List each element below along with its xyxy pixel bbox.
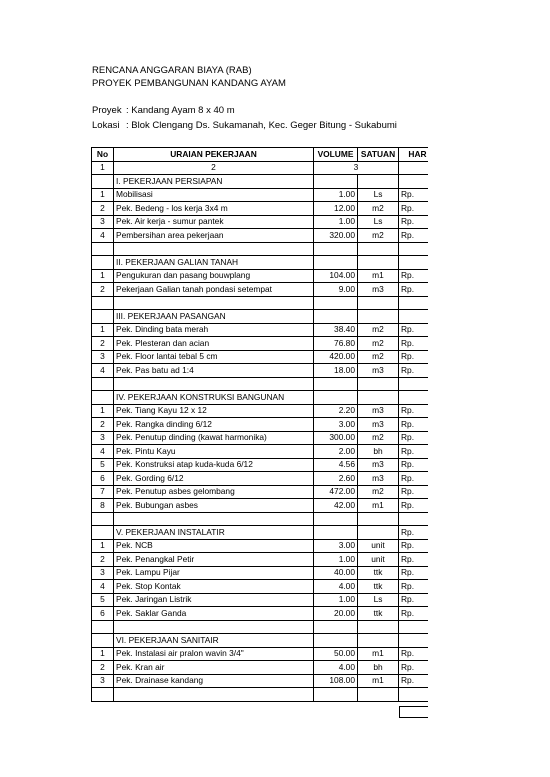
- table-row: [92, 323, 429, 337]
- table-row: [92, 445, 429, 459]
- spacer-cell: [92, 620, 114, 634]
- item-volume: 300.00: [314, 431, 358, 445]
- spacer-cell: [358, 377, 399, 391]
- item-no: 3: [92, 350, 114, 364]
- section-title: I. PEKERJAAN PERSIAPAN: [114, 175, 314, 189]
- item-no: 1: [92, 323, 114, 337]
- item-no: 3: [92, 674, 114, 688]
- project-line: [92, 105, 235, 117]
- item-volume: 420.00: [314, 350, 358, 364]
- item-description: Pek. Tiang Kayu 12 x 12: [114, 404, 314, 418]
- spacer-cell: [358, 620, 399, 634]
- item-no: 2: [92, 553, 114, 567]
- item-volume: 4.00: [314, 661, 358, 675]
- item-unit: m3: [358, 418, 399, 432]
- section-no-cell: [92, 310, 114, 324]
- item-description: Mobilisasi: [114, 188, 314, 202]
- item-volume: 2.00: [314, 445, 358, 459]
- section-vol-cell: [314, 175, 358, 189]
- item-unit: m3: [358, 458, 399, 472]
- spacer-cell: [314, 242, 358, 256]
- table-row: [92, 647, 429, 661]
- section-title: III. PEKERJAAN PASANGAN: [114, 310, 314, 324]
- item-description: Pek. Kran air: [114, 661, 314, 675]
- item-unit: unit: [358, 539, 399, 553]
- section-vol-cell: [314, 391, 358, 405]
- table-body: [92, 161, 429, 701]
- item-description: Pek. Gording 6/12: [114, 472, 314, 486]
- item-unit: m2: [358, 202, 399, 216]
- item-no: 8: [92, 499, 114, 513]
- item-price: Rp.: [399, 350, 429, 364]
- item-price: Rp.: [399, 647, 429, 661]
- item-unit: m3: [358, 404, 399, 418]
- item-unit: m2: [358, 485, 399, 499]
- spacer-cell: [314, 688, 358, 702]
- table-tail-border: [399, 706, 428, 718]
- item-no: 1: [92, 269, 114, 283]
- index-cell: 2: [114, 161, 314, 175]
- item-price: Rp.: [399, 580, 429, 594]
- section-vol-cell: [314, 310, 358, 324]
- spacer-row: [92, 377, 429, 391]
- section-vol-cell: [314, 526, 358, 540]
- item-price: Rp.: [399, 458, 429, 472]
- spacer-row: [92, 512, 429, 526]
- item-no: 2: [92, 337, 114, 351]
- section-no-cell: [92, 526, 114, 540]
- spacer-cell: [314, 512, 358, 526]
- table-row: [92, 674, 429, 688]
- section-no-cell: [92, 634, 114, 648]
- spacer-cell: [114, 512, 314, 526]
- item-no: 3: [92, 215, 114, 229]
- table-row: [92, 215, 429, 229]
- spacer-cell: [399, 688, 429, 702]
- item-price: Rp.: [399, 364, 429, 378]
- spacer-cell: [314, 377, 358, 391]
- table-row: [92, 580, 429, 594]
- item-price: Rp.: [399, 553, 429, 567]
- item-volume: 18.00: [314, 364, 358, 378]
- spacer-cell: [92, 377, 114, 391]
- item-no: 4: [92, 364, 114, 378]
- spacer-cell: [399, 620, 429, 634]
- item-description: Pek. Pintu Kayu: [114, 445, 314, 459]
- item-volume: 9.00: [314, 283, 358, 297]
- spacer-cell: [114, 242, 314, 256]
- section-unit-cell: [358, 526, 399, 540]
- item-price: Rp.: [399, 593, 429, 607]
- section-price-cell: [399, 391, 429, 405]
- spacer-cell: [358, 688, 399, 702]
- item-volume: 472.00: [314, 485, 358, 499]
- document-subtitle: PROYEK PEMBANGUNAN KANDANG AYAM: [92, 78, 286, 89]
- location-label: Lokasi: [92, 120, 120, 131]
- table-row: [92, 566, 429, 580]
- table-row: [92, 229, 429, 243]
- item-description: Pek. Instalasi air pralon wavin 3/4": [114, 647, 314, 661]
- spacer-cell: [92, 512, 114, 526]
- item-volume: 1.00: [314, 215, 358, 229]
- item-price: Rp.: [399, 202, 429, 216]
- item-no: 4: [92, 445, 114, 459]
- spacer-cell: [358, 296, 399, 310]
- header-satuan: SATUAN: [358, 148, 399, 162]
- item-price: Rp.: [399, 499, 429, 513]
- item-description: Pek. Stop Kontak: [114, 580, 314, 594]
- item-unit: bh: [358, 661, 399, 675]
- table-row: [92, 350, 429, 364]
- item-price: Rp.: [399, 607, 429, 621]
- table-header-row: [92, 148, 429, 162]
- item-unit: m1: [358, 647, 399, 661]
- item-no: 3: [92, 431, 114, 445]
- item-volume: 4.00: [314, 580, 358, 594]
- header-no: No: [92, 148, 114, 162]
- table-row: [92, 553, 429, 567]
- item-no: 7: [92, 485, 114, 499]
- spacer-cell: [358, 512, 399, 526]
- section-price-cell: [399, 175, 429, 189]
- spacer-cell: [114, 688, 314, 702]
- item-price: Rp.: [399, 337, 429, 351]
- project-value: : Kandang Ayam 8 x 40 m: [126, 105, 235, 116]
- item-no: 2: [92, 418, 114, 432]
- item-price: Rp.: [399, 661, 429, 675]
- spacer-cell: [399, 242, 429, 256]
- section-unit-cell: [358, 634, 399, 648]
- item-no: 2: [92, 661, 114, 675]
- item-no: 6: [92, 607, 114, 621]
- item-price: Rp.: [399, 472, 429, 486]
- index-cell: 3: [314, 161, 399, 175]
- item-price: Rp.: [399, 269, 429, 283]
- spacer-cell: [92, 242, 114, 256]
- item-no: 4: [92, 229, 114, 243]
- spacer-row: [92, 296, 429, 310]
- spacer-row: [92, 620, 429, 634]
- section-title: II. PEKERJAAN GALIAN TANAH: [114, 256, 314, 270]
- section-header-row: [92, 175, 429, 189]
- table-row: [92, 364, 429, 378]
- item-description: Pek. Drainase kandang: [114, 674, 314, 688]
- item-unit: m3: [358, 364, 399, 378]
- section-price-cell: [399, 310, 429, 324]
- item-unit: ttk: [358, 580, 399, 594]
- item-no: 2: [92, 283, 114, 297]
- item-unit: unit: [358, 553, 399, 567]
- index-cell: 1: [92, 161, 114, 175]
- spacer-row: [92, 242, 429, 256]
- item-volume: 38.40: [314, 323, 358, 337]
- table-row: [92, 431, 429, 445]
- item-volume: 104.00: [314, 269, 358, 283]
- item-description: Pembersihan area pekerjaan: [114, 229, 314, 243]
- section-title: VI. PEKERJAAN SANITAIR: [114, 634, 314, 648]
- item-unit: m3: [358, 283, 399, 297]
- item-description: Pek. Floor lantai tebal 5 cm: [114, 350, 314, 364]
- item-price: Rp.: [399, 188, 429, 202]
- item-volume: 20.00: [314, 607, 358, 621]
- item-description: Pek. Pas batu ad 1:4: [114, 364, 314, 378]
- table-row: [92, 283, 429, 297]
- spacer-cell: [92, 688, 114, 702]
- item-volume: 4.56: [314, 458, 358, 472]
- item-description: Pek. Plesteran dan acian: [114, 337, 314, 351]
- section-no-cell: [92, 175, 114, 189]
- index-cell: [399, 161, 429, 175]
- location-line: [92, 120, 397, 132]
- location-value: : Blok Clengang Ds. Sukamanah, Kec. Geger Bitung - Sukabumi: [126, 120, 397, 131]
- item-unit: m2: [358, 229, 399, 243]
- section-unit-cell: [358, 310, 399, 324]
- table-row: [92, 499, 429, 513]
- item-unit: Ls: [358, 593, 399, 607]
- item-unit: m2: [358, 337, 399, 351]
- item-volume: 50.00: [314, 647, 358, 661]
- item-no: 5: [92, 593, 114, 607]
- spacer-cell: [399, 296, 429, 310]
- section-header-row: [92, 256, 429, 270]
- item-price: Rp.: [399, 418, 429, 432]
- item-price: Rp.: [399, 539, 429, 553]
- section-header-row: [92, 526, 429, 540]
- section-vol-cell: [314, 256, 358, 270]
- item-no: 1: [92, 188, 114, 202]
- spacer-cell: [92, 296, 114, 310]
- item-no: 5: [92, 458, 114, 472]
- item-price: Rp.: [399, 323, 429, 337]
- item-price: Rp.: [399, 283, 429, 297]
- item-volume: 1.00: [314, 553, 358, 567]
- item-volume: 1.00: [314, 188, 358, 202]
- section-header-row: [92, 391, 429, 405]
- item-volume: 12.00: [314, 202, 358, 216]
- item-description: Pek. Penutup asbes gelombang: [114, 485, 314, 499]
- item-unit: m2: [358, 431, 399, 445]
- item-volume: 108.00: [314, 674, 358, 688]
- item-unit: ttk: [358, 607, 399, 621]
- header-harga: HAR: [399, 148, 429, 162]
- table-row: [92, 188, 429, 202]
- item-description: Pek. Jaringan Listrik: [114, 593, 314, 607]
- item-price: Rp.: [399, 485, 429, 499]
- spacer-cell: [114, 296, 314, 310]
- item-description: Pek. NCB: [114, 539, 314, 553]
- section-price-cell: [399, 256, 429, 270]
- item-unit: m1: [358, 269, 399, 283]
- spacer-cell: [314, 620, 358, 634]
- table-row: [92, 418, 429, 432]
- item-unit: m1: [358, 674, 399, 688]
- item-price: Rp.: [399, 229, 429, 243]
- section-price-cell: Rp.: [399, 526, 429, 540]
- table-row: [92, 458, 429, 472]
- item-unit: bh: [358, 445, 399, 459]
- item-unit: m2: [358, 350, 399, 364]
- section-title: IV. PEKERJAAN KONSTRUKSI BANGUNAN: [114, 391, 314, 405]
- item-volume: 42.00: [314, 499, 358, 513]
- item-description: Pek. Bedeng - los kerja 3x4 m: [114, 202, 314, 216]
- item-description: Pek. Rangka dinding 6/12: [114, 418, 314, 432]
- section-unit-cell: [358, 175, 399, 189]
- item-price: Rp.: [399, 445, 429, 459]
- item-description: Pekerjaan Galian tanah pondasi setempat: [114, 283, 314, 297]
- item-description: Pek. Lampu Pijar: [114, 566, 314, 580]
- table-row: [92, 202, 429, 216]
- item-description: Pek. Bubungan asbes: [114, 499, 314, 513]
- item-unit: Ls: [358, 188, 399, 202]
- item-price: Rp.: [399, 404, 429, 418]
- table-row: [92, 404, 429, 418]
- spacer-cell: [114, 620, 314, 634]
- item-no: 6: [92, 472, 114, 486]
- section-header-row: [92, 310, 429, 324]
- spacer-row: [92, 688, 429, 702]
- spacer-cell: [399, 377, 429, 391]
- item-volume: 1.00: [314, 593, 358, 607]
- table-row: [92, 607, 429, 621]
- item-unit: ttk: [358, 566, 399, 580]
- item-description: Pek. Konstruksi atap kuda-kuda 6/12: [114, 458, 314, 472]
- item-price: Rp.: [399, 674, 429, 688]
- item-description: Pek. Penutup dinding (kawat harmonika): [114, 431, 314, 445]
- item-volume: 320.00: [314, 229, 358, 243]
- table-row: [92, 337, 429, 351]
- item-no: 1: [92, 404, 114, 418]
- spacer-cell: [358, 242, 399, 256]
- item-no: 2: [92, 202, 114, 216]
- item-description: Pengukuran dan pasang bouwplang: [114, 269, 314, 283]
- item-no: 1: [92, 539, 114, 553]
- item-description: Pek. Saklar Ganda: [114, 607, 314, 621]
- item-unit: m2: [358, 323, 399, 337]
- item-no: 4: [92, 580, 114, 594]
- item-unit: Ls: [358, 215, 399, 229]
- header-volume: VOLUME: [314, 148, 358, 162]
- table-row: [92, 472, 429, 486]
- table-row: [92, 485, 429, 499]
- header-uraian: URAIAN PEKERJAAN: [114, 148, 314, 162]
- item-description: Pek. Air kerja - sumur pantek: [114, 215, 314, 229]
- rab-table: [91, 147, 428, 702]
- section-no-cell: [92, 391, 114, 405]
- section-vol-cell: [314, 634, 358, 648]
- item-unit: m1: [358, 499, 399, 513]
- table-row: [92, 269, 429, 283]
- item-volume: 76.80: [314, 337, 358, 351]
- item-volume: 3.00: [314, 539, 358, 553]
- table-row: [92, 661, 429, 675]
- item-unit: m3: [358, 472, 399, 486]
- item-volume: 2.60: [314, 472, 358, 486]
- item-volume: 3.00: [314, 418, 358, 432]
- section-header-row: [92, 634, 429, 648]
- section-price-cell: [399, 634, 429, 648]
- document-title: RENCANA ANGGARAN BIAYA (RAB): [92, 65, 252, 76]
- spacer-cell: [314, 296, 358, 310]
- spacer-cell: [399, 512, 429, 526]
- item-volume: 40.00: [314, 566, 358, 580]
- item-no: 1: [92, 647, 114, 661]
- rab-table-container: [91, 147, 428, 717]
- index-row: [92, 161, 429, 175]
- section-unit-cell: [358, 256, 399, 270]
- item-description: Pek. Penangkal Petir: [114, 553, 314, 567]
- section-no-cell: [92, 256, 114, 270]
- item-volume: 2.20: [314, 404, 358, 418]
- section-title: V. PEKERJAAN INSTALATIR: [114, 526, 314, 540]
- spacer-cell: [114, 377, 314, 391]
- item-price: Rp.: [399, 215, 429, 229]
- item-no: 3: [92, 566, 114, 580]
- item-price: Rp.: [399, 566, 429, 580]
- project-label: Proyek: [92, 105, 122, 116]
- table-row: [92, 539, 429, 553]
- item-description: Pek. Dinding bata merah: [114, 323, 314, 337]
- section-unit-cell: [358, 391, 399, 405]
- item-price: Rp.: [399, 431, 429, 445]
- table-row: [92, 593, 429, 607]
